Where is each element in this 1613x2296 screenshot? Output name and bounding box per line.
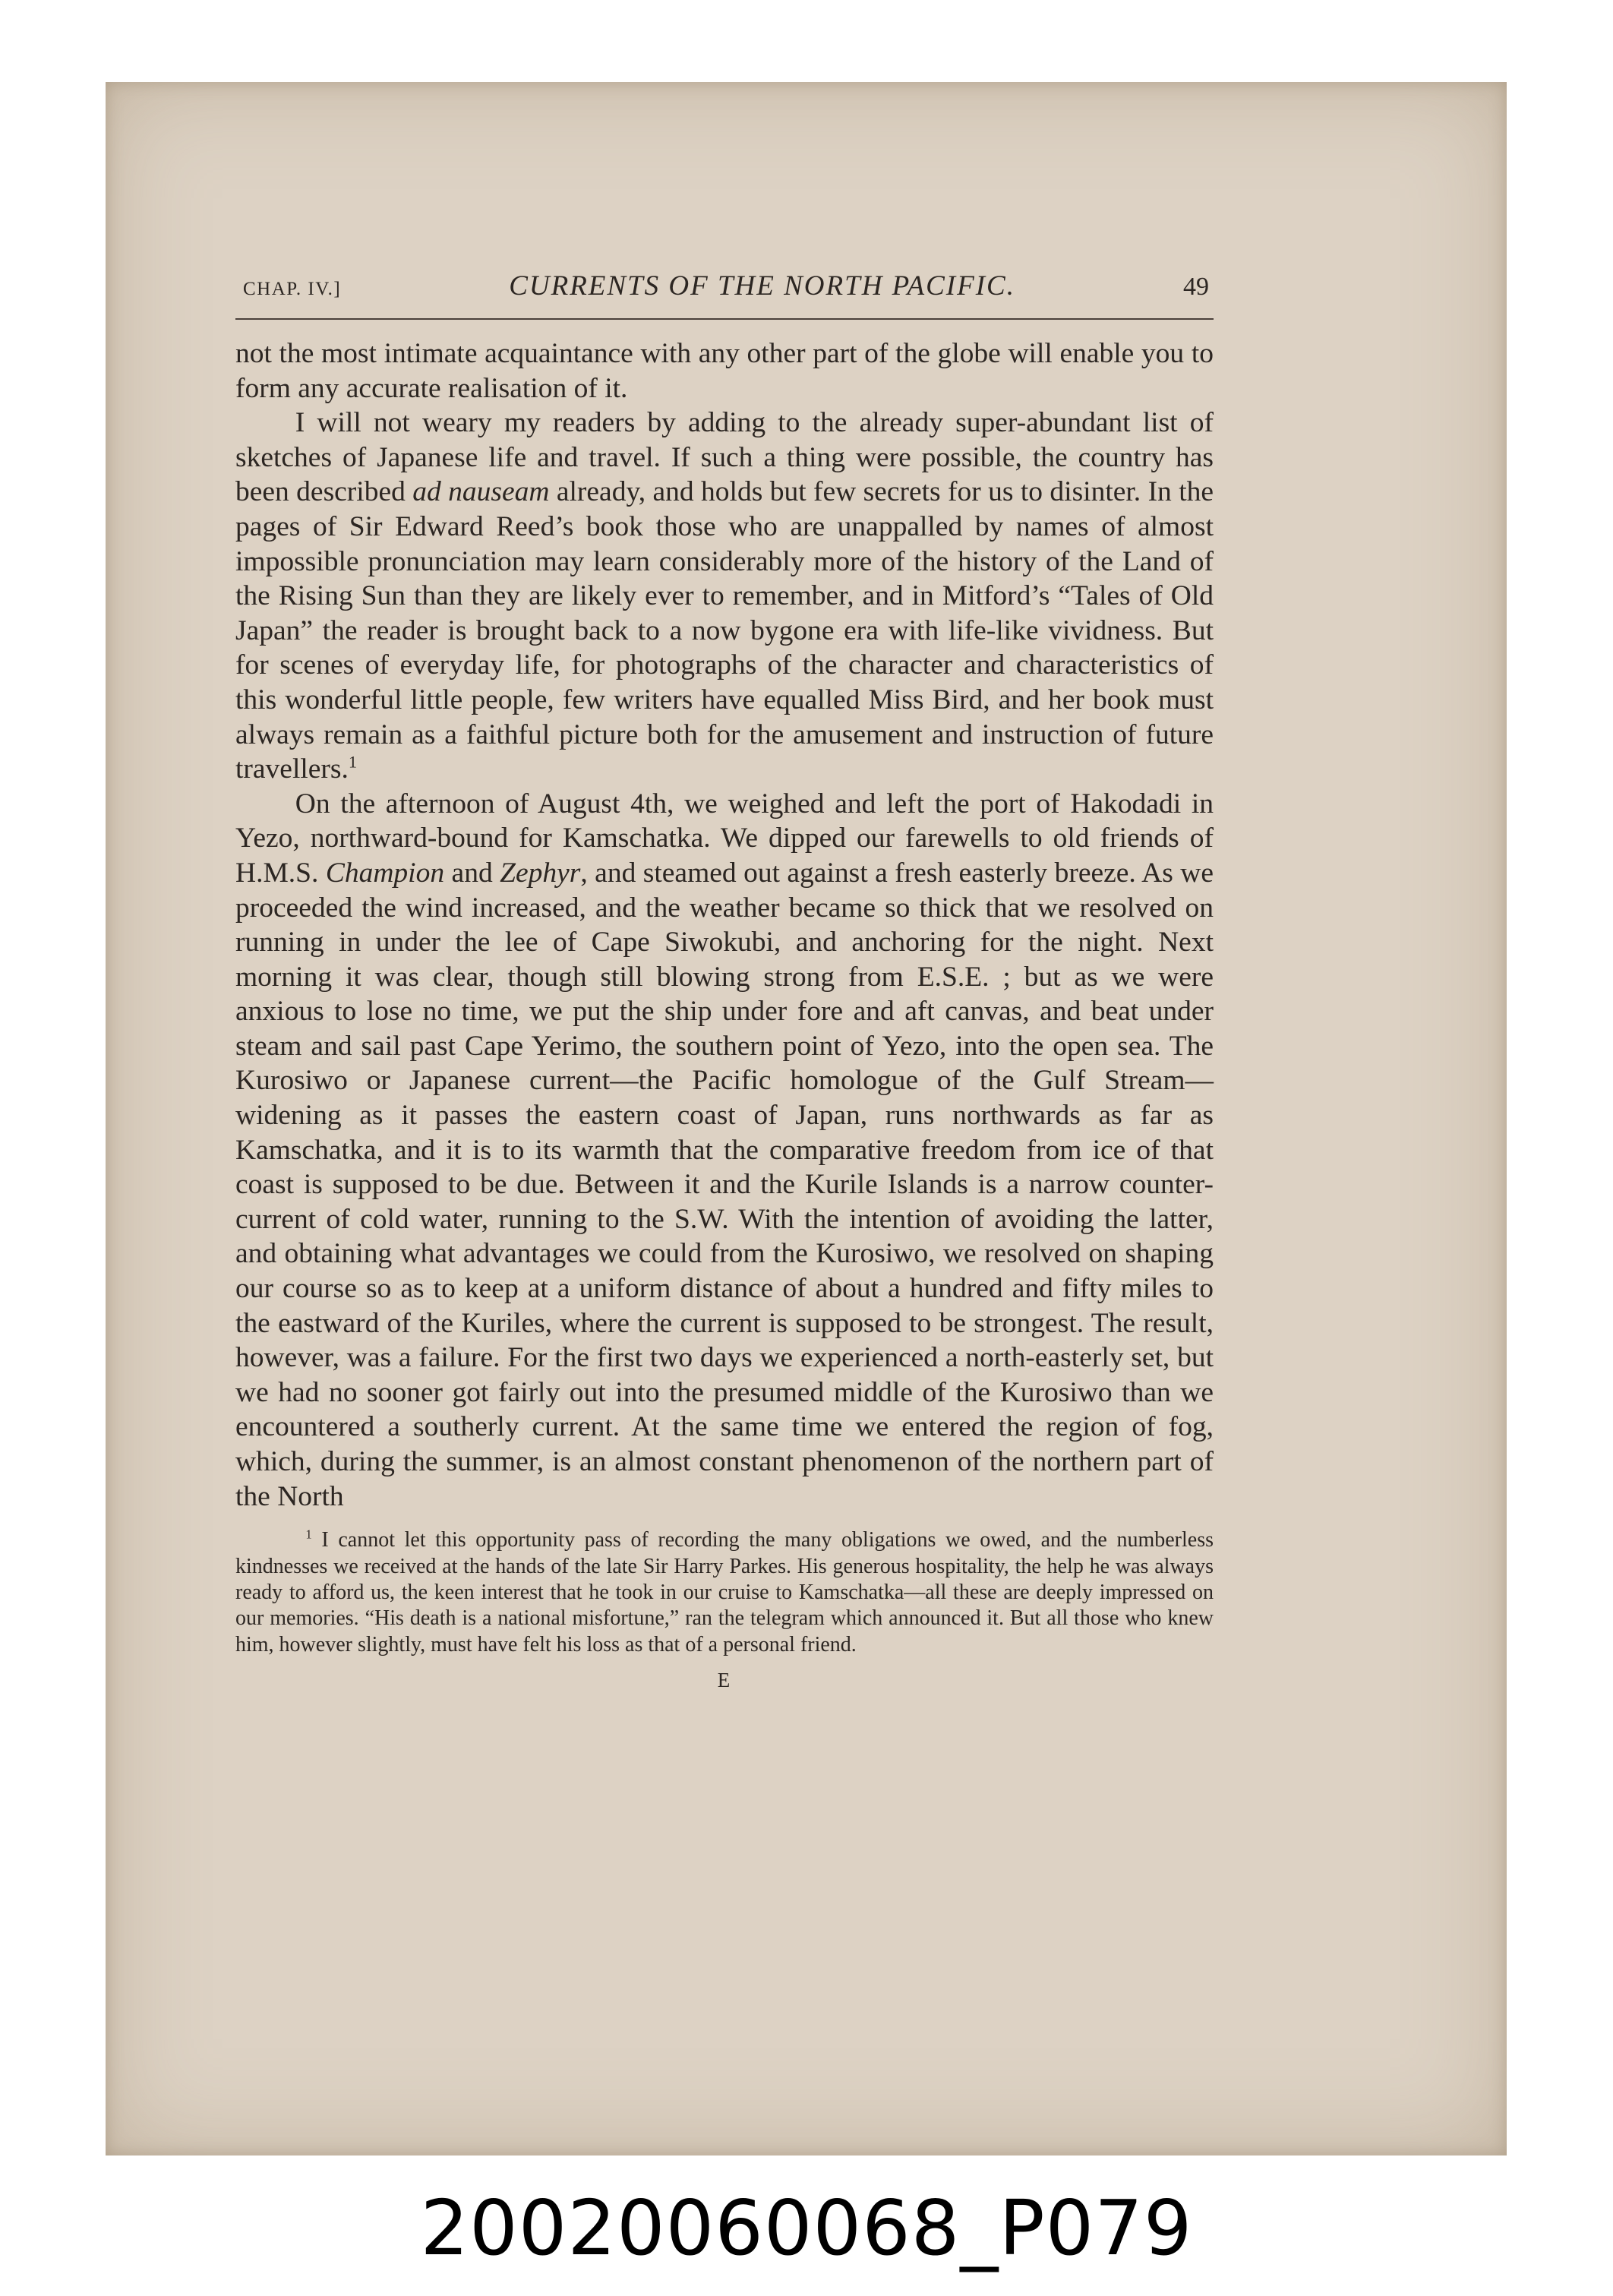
paragraph-3-text-a: On the afternoon of August 4th, we weighed and left the port of Hakodadi in Yezo, northward-bound for Kamschatka. We dipped our farewells to old friends of H.M.S.: [235, 788, 1214, 889]
body-text: [235, 336, 1214, 1514]
book-page: [235, 270, 1214, 1692]
paragraph-3-italic-champion: Champion: [325, 857, 445, 889]
footnote: [235, 1527, 1214, 1658]
running-head: [235, 270, 1214, 320]
paragraph-3-italic-zephyr: Zephyr: [500, 857, 581, 889]
paragraph-3-text-c: and: [444, 857, 500, 889]
paragraph-1: not the most intimate acquaintance with any other part of the globe will enable you to form any accurate realisation of it.: [235, 338, 1214, 404]
paragraph-2-text-a: I will not weary my readers by adding to the already super-abundant list of sketches of Japanese life and travel. If such a thing were possible, the country has been described: [235, 407, 1214, 508]
signature-mark: E: [717, 1669, 732, 1692]
footnote-marker: 1: [305, 1527, 312, 1542]
footnote-reference: 1: [348, 752, 358, 772]
chapter-reference: CHAP. IV.]: [243, 279, 342, 299]
paragraph-3: [235, 787, 1214, 1514]
page-number: 49: [1182, 273, 1209, 301]
footnote-text: [235, 1527, 1214, 1658]
image-id-label: 20020060068_P079: [420, 2184, 1193, 2272]
running-title: CURRENTS OF THE NORTH PACIFIC.: [509, 270, 1015, 302]
paragraph-3-text-e: , and steamed out against a fresh easterly breeze. As we proceeded the wind increased, and the weather became so thick that we resolved on running in under the lee of Cape Siwokubi, and anchoring for the night. Next morning it was clear, though still blowing strong from E.S.E. ; but as we were anxious to lose no time, we put the ship under fore and aft canvas, and beat under steam and sail past Cape Yerimo, the southern point of Yezo, into the open sea. The Kurosiwo or Japanese current—the Pacific homologue of the Gulf Stream—widening as it passes the eastern coast of Japan, runs northwards as far as Kamschatka, and it is to its warmth that the comparative freedom from ice of that coast is supposed to be due. Between it and the Kurile Islands is a narrow counter-current of cold water, running to the S.W. With the intention of avoiding the latter, and obtaining what advantages we could from the Kurosiwo, we resolved on shaping our course so as to keep at a uniform distance of about a hundred and fifty miles to the eastward of the Kuriles, where the current is supposed to be strongest. The result, however, was a failure. For the first two days we experienced a north-easterly set, but we had no sooner got fairly out into the presumed middle of the Kurosiwo than we encountered a southerly current. At the same time we entered the region of fog, which, during the summer, is an almost constant phenomenon of the northern part of the North: [235, 857, 1214, 1512]
paragraph-2-text-c: already, and holds but few secrets for us to disinter. In the pages of Sir Edward Reed’s book those who are unappalled by names of almost impossible pronunciation may learn considerably more of the history of the Land of the Rising Sun than they are likely ever to remember, and in Mitford’s “Tales of Old Japan” the reader is brought back to a now bygone era with life-like vividness. But for scenes of everyday life, for photographs of the character and characteristics of this wonderful little people, few writers have equalled Miss Bird, and her book must always remain as a faithful picture both for the amusement and instruction of future travellers.: [235, 476, 1214, 785]
paragraph-2: [235, 406, 1214, 787]
paragraph-2-italic-ad-nauseam: ad nauseam: [412, 476, 550, 508]
footnote-body: I cannot let this opportunity pass of recording the many obligations we owed, and the numberless kindnesses we received at the hands of the late Sir Harry Parkes. His generous hospitality, the help he was always ready to afford us, the keen interest that he took in our cruise to Kamschatka—all these are deeply impressed on our memories. “His death is a national misfortune,” ran the telegram which announced it. But all those who knew him, however slightly, must have felt his loss as that of a personal friend.: [235, 1528, 1214, 1656]
